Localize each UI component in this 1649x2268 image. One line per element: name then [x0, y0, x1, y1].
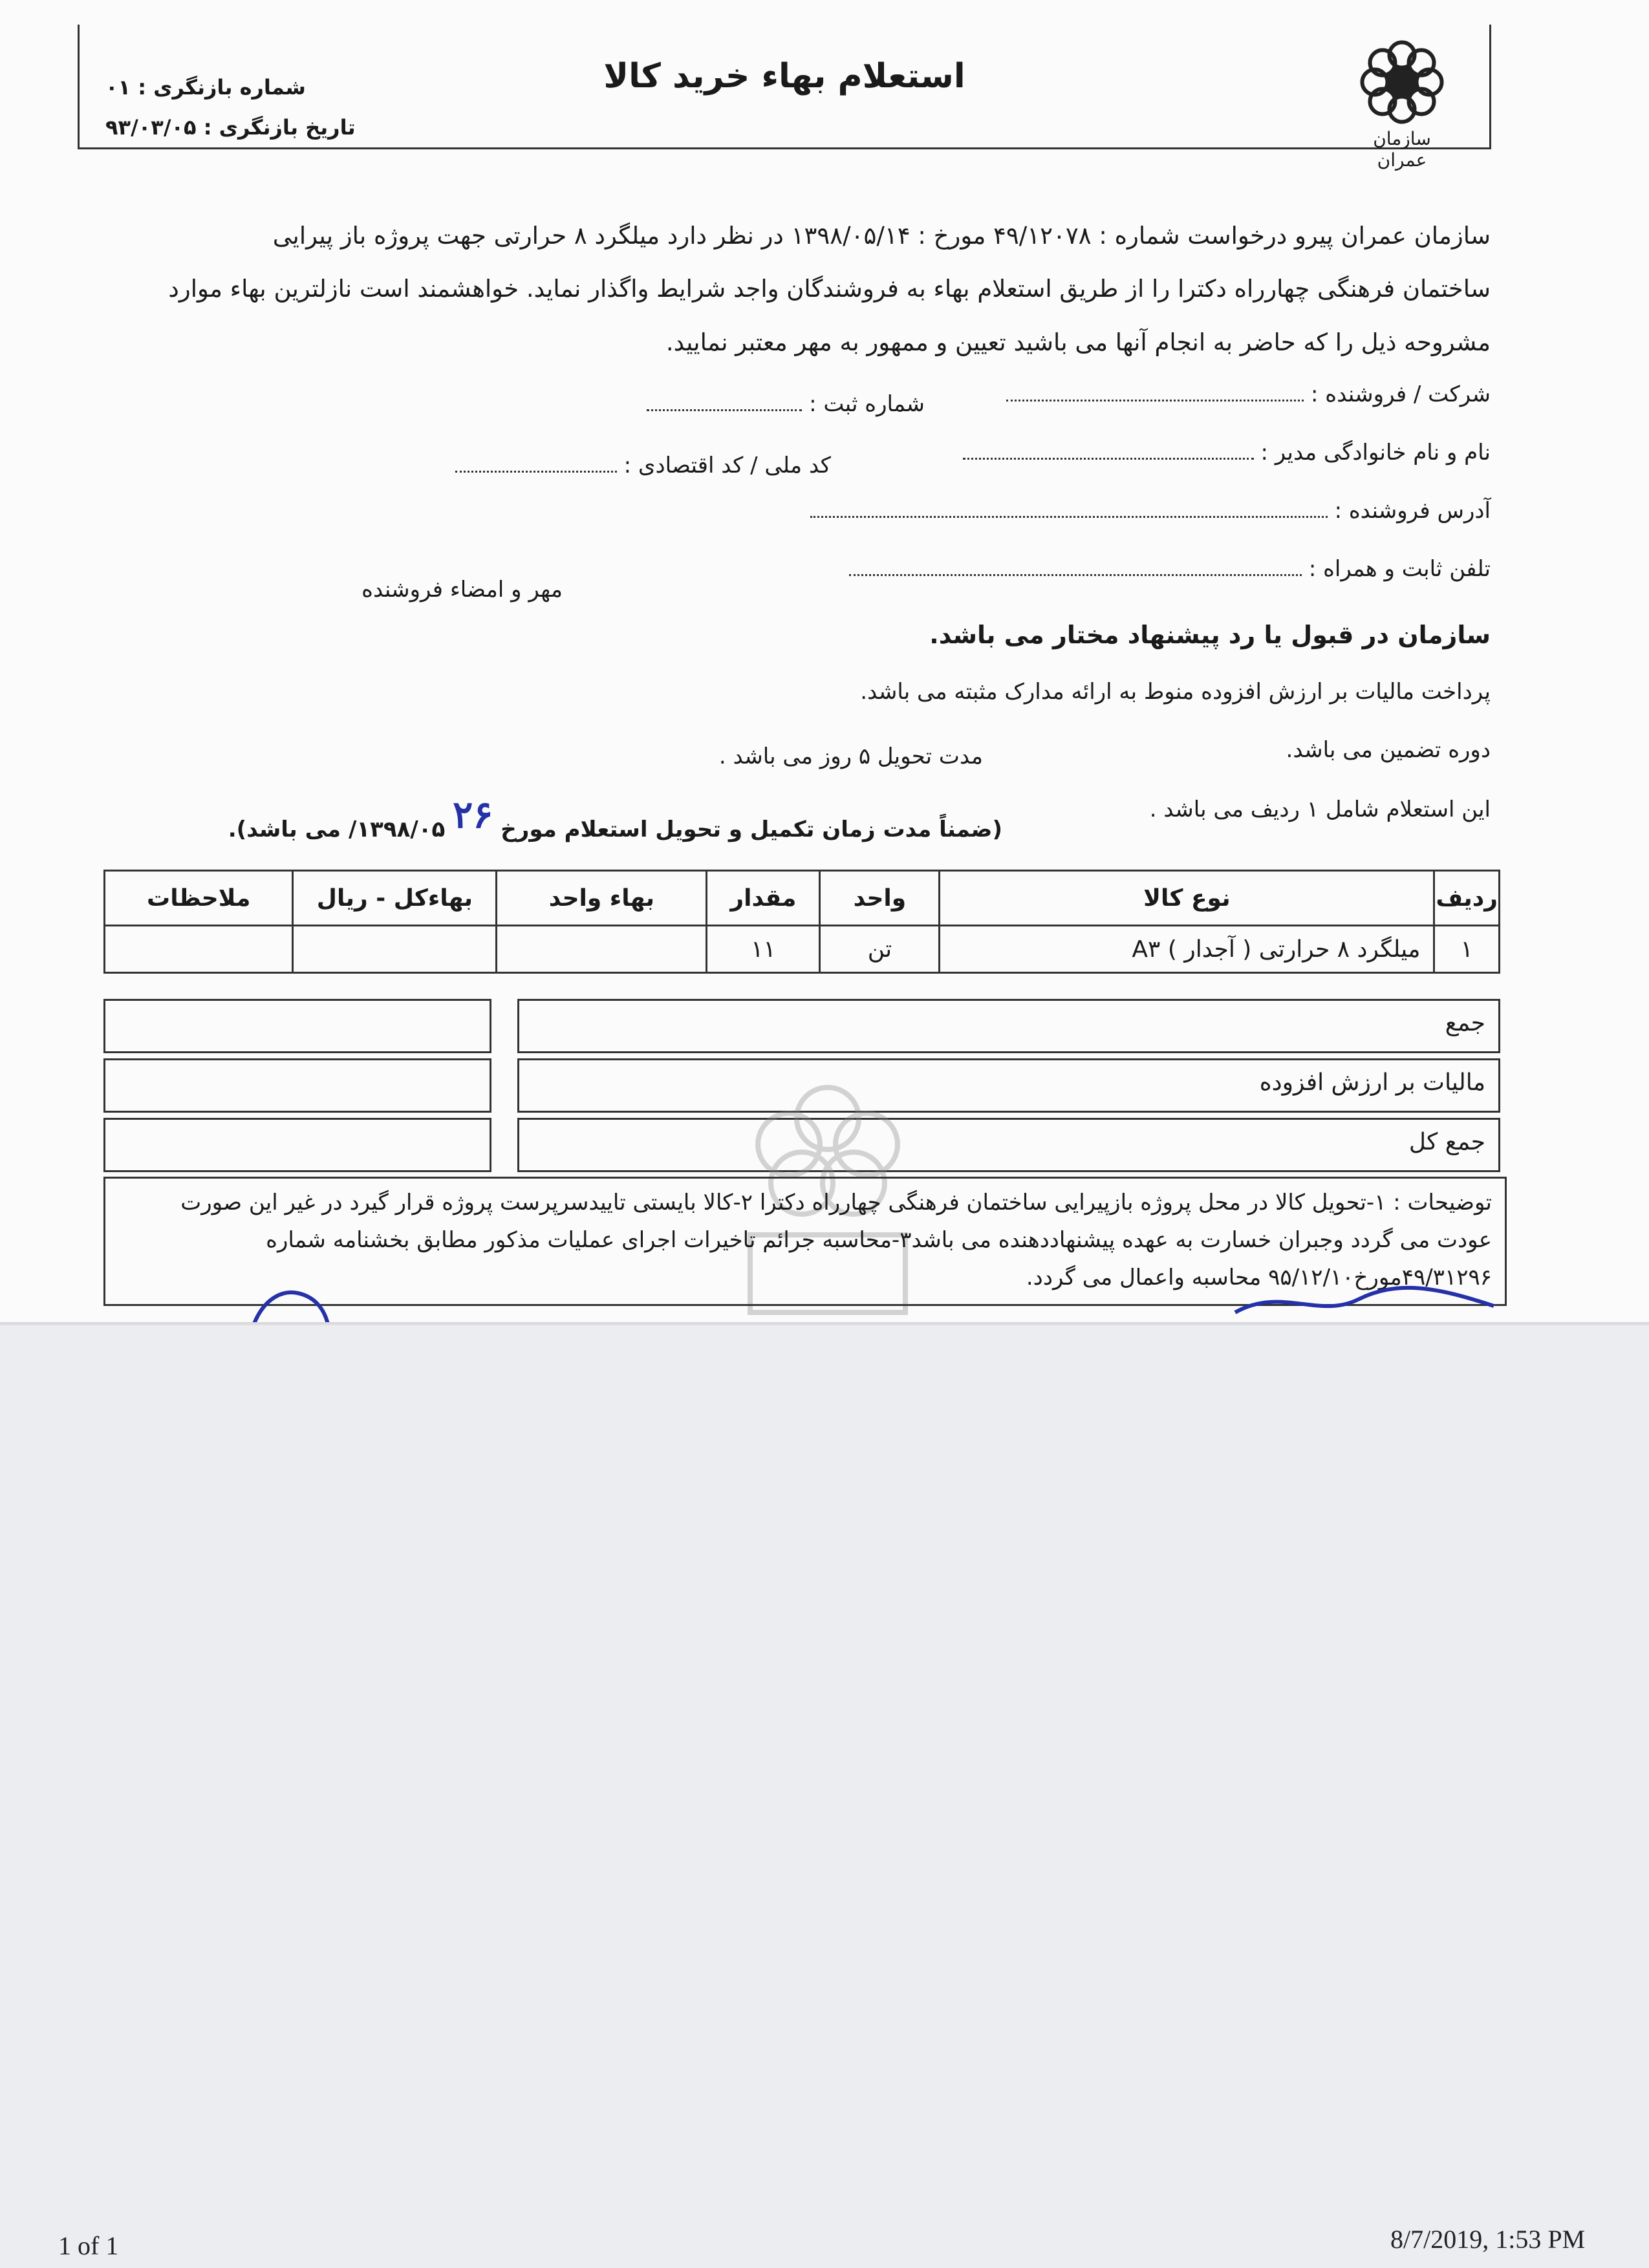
warranty-period: دوره تضمین می باشد.: [1286, 737, 1491, 763]
seller-seal-label: مهر و امضاء فروشنده: [361, 577, 563, 603]
national-code-label: کد ملی / کد اقتصادی :: [623, 453, 831, 478]
cell-total-price: [293, 926, 497, 973]
summary-total-label: جمع: [517, 999, 1500, 1053]
revision-number: شماره بازنگری : ۰۱: [105, 75, 306, 100]
summary-grand-value: [103, 1118, 491, 1172]
deadline-date: ۱۳۹۸/۰۵/: [348, 817, 446, 842]
cell-quantity: ۱۱: [707, 926, 820, 973]
col-row-no: ردیف: [1434, 871, 1500, 926]
print-timestamp: 8/7/2019, 1:53 PM: [1390, 2225, 1586, 2254]
items-table: [103, 870, 1500, 974]
deadline-sentence: [228, 793, 1002, 846]
org-name: سازمان عمران: [1373, 128, 1431, 171]
summary-vat-value: [103, 1058, 491, 1113]
intro-line-1: سازمان عمران پیرو درخواست شماره : ۴۹/۱۲۰۷۸ مورخ : ۱۳۹۸/۰۵/۱۴ در نظر دارد میلگرد ۸ حرارتی جهت پروژه باز پیرایی: [272, 222, 1491, 250]
company-field: [1006, 381, 1491, 407]
cell-remarks: [105, 926, 293, 973]
company-label: شرکت / فروشنده :: [1311, 381, 1491, 407]
cell-row-no: ۱: [1434, 926, 1500, 973]
col-unit-price: بهاء واحد: [497, 871, 707, 926]
col-unit: واحد: [820, 871, 940, 926]
cell-item-type: میلگرد ۸ حرارتی ( آجدار ) A۳: [940, 926, 1434, 973]
summary-grand-label: جمع کل: [517, 1118, 1500, 1172]
deadline-day-handwritten: ۲۶: [453, 793, 493, 837]
address-blank: [810, 499, 1328, 518]
national-code-blank: [455, 454, 617, 473]
table-header-row: [105, 871, 1500, 926]
page-indicator: 1 of 1: [58, 2231, 119, 2260]
revision-date: تاریخ بازنگری : ۹۳/۰۳/۰۵: [105, 115, 356, 140]
phone-field: [849, 556, 1491, 582]
reg-no-blank: [647, 392, 802, 411]
manager-blank: [963, 441, 1254, 460]
address-label: آدرس فروشنده :: [1334, 498, 1491, 524]
cell-unit-price: [497, 926, 707, 973]
col-quantity: مقدار: [707, 871, 820, 926]
phone-blank: [849, 557, 1302, 576]
rows-count: این استعلام شامل ۱ ردیف می باشد .: [1149, 797, 1491, 822]
col-item-type: نوع کالا: [940, 871, 1434, 926]
notes-line-3: ۴۹/۳۱۲۹۶مورخ۹۵/۱۲/۱۰ محاسبه واعمال می گردد.: [1026, 1265, 1492, 1290]
reg-no-label: شماره ثبت :: [809, 391, 925, 417]
reg-no-field: [647, 391, 925, 417]
summary-total-value: [103, 999, 491, 1053]
national-code-field: [455, 453, 831, 478]
acceptance-rights: سازمان در قبول یا رد پیشنهاد مختار می باشد.: [929, 621, 1491, 649]
table-row: [105, 926, 1500, 973]
summary-vat-label: مالیات بر ارزش افزوده: [517, 1058, 1500, 1113]
tax-condition: پرداخت مالیات بر ارزش افزوده منوط به ارائه مدارک مثبته می باشد.: [860, 679, 1491, 705]
folded-lower-area: [0, 1325, 1649, 2268]
phone-label: تلفن ثابت و همراه :: [1308, 556, 1491, 582]
manager-label: نام و نام خانوادگی مدیر :: [1260, 440, 1491, 465]
cell-unit: تن: [820, 926, 940, 973]
notes-line-2: عودت می گردد وجبران خسارت به عهده پیشنهاددهنده می باشد۳-محاسبه جرائم تاخیرات اجرای عملیات مذکور مطابق بخشنامه شماره: [266, 1227, 1492, 1253]
delivery-period: مدت تحویل ۵ روز می باشد .: [718, 744, 983, 769]
deadline-suffix: می باشد).: [228, 817, 341, 842]
intro-line-2: ساختمان فرهنگی چهارراه دکترا را از طریق استعلام بهاء به فروشندگان واجد شرایط واگذار نماید. خواهشمند است نازلترین بهاء موارد: [168, 275, 1491, 303]
col-total-price: بهاءکل - ریال: [293, 871, 497, 926]
deadline-prefix: (ضمناً مدت زمان تکمیل و تحویل استعلام مورخ: [501, 817, 1002, 842]
notes-line-1: توضیحات : ۱-تحویل کالا در محل پروژه بازپیرایی ساختمان فرهنگی چهارراه دکترا ۲-کالا بایستی تاییدسرپرست پروژه قرار گیرد در غیر این صورت: [180, 1190, 1492, 1215]
manager-field: [963, 440, 1491, 465]
address-field: [810, 498, 1491, 524]
intro-line-3: مشروحه ذیل را که حاضر به انجام آنها می باشید تعیین و ممهور به مهر معتبر نمایید.: [665, 328, 1491, 356]
company-blank: [1006, 383, 1304, 401]
form-header: [78, 25, 1491, 171]
page-title: استعلام بهاء خرید کالا: [603, 57, 965, 96]
col-remarks: ملاحظات: [105, 871, 293, 926]
